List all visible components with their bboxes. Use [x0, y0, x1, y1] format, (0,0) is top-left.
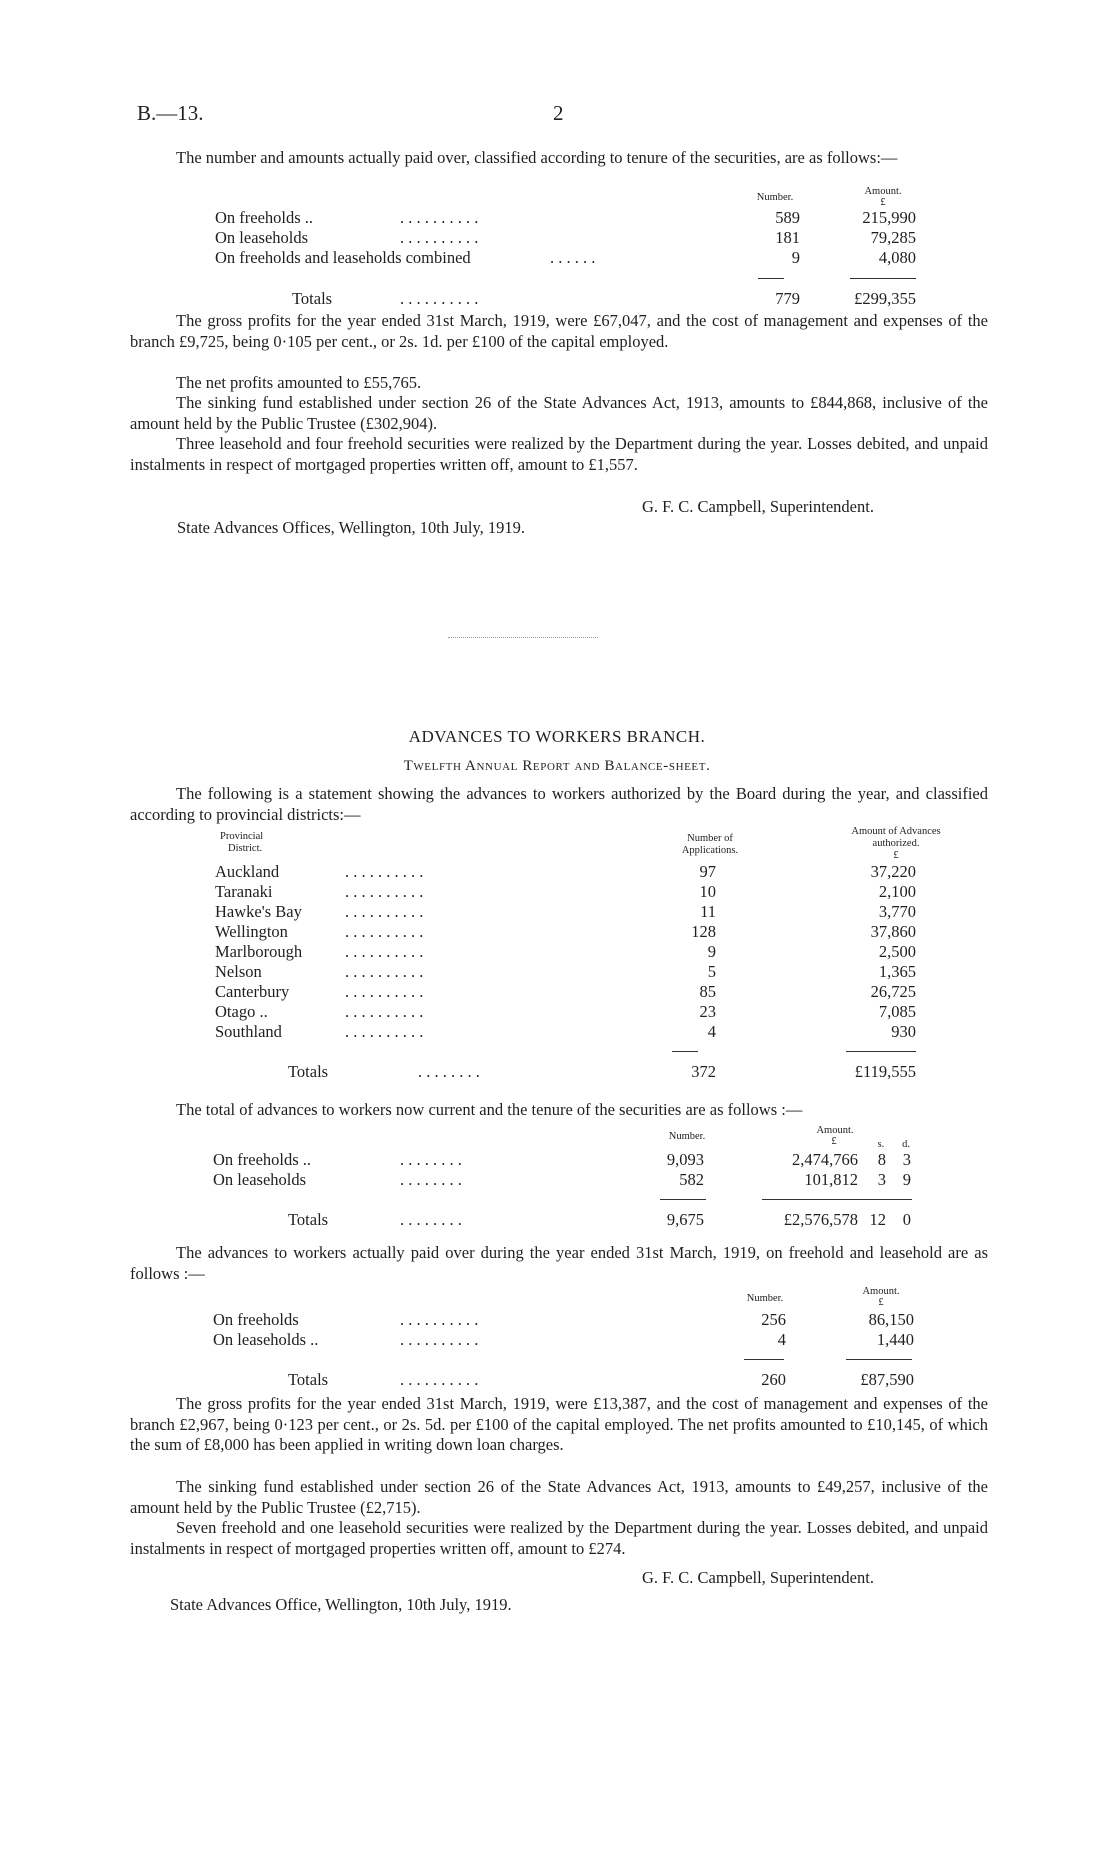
district-row — [0, 1022, 1114, 1042]
section-divider — [448, 637, 598, 638]
current-row-number: 582 — [679, 1170, 704, 1189]
section2-title: ADVANCES TO WORKERS BRANCH. — [408, 727, 706, 746]
s1-row-amount: 79,285 — [870, 228, 916, 247]
s1-row-dots: . . . . . . — [550, 248, 596, 267]
current-intro: The total of advances to workers now current and the tenure of the securities are as follows :— — [176, 1100, 803, 1119]
paid-row-number: 256 — [761, 1310, 786, 1329]
paid-row-dots: . . . . . . . . . . — [400, 1310, 479, 1329]
s2-col-district-1: Provincial — [220, 831, 264, 842]
s1-row-number: 181 — [775, 228, 800, 247]
s1-gross-profits: The gross profits for the year ended 31st March, 1919, were £67,047, and the cost of management and expenses of the branch £9,725, being 0·105 per cent., or 2s. 1d. per £100 of the capital employed. — [130, 311, 988, 351]
s1-row-dots: . . . . . . . . . . — [400, 208, 479, 227]
s1-number-rule — [758, 278, 784, 279]
current-number-rule — [660, 1199, 706, 1200]
districts-totals-applications: 372 — [691, 1062, 716, 1081]
s2-apps-rule — [672, 1051, 698, 1052]
district-name: Southland — [215, 1022, 282, 1041]
district-row — [0, 922, 1114, 942]
district-applications: 128 — [691, 922, 716, 941]
current-unit-pounds: £ — [831, 1136, 837, 1147]
s2-gross-profits: The gross profits for the year ended 31st March, 1919, were £13,387, and the cost of management and expenses of the branch £2,967, being 0·123 per cent., or 2s. 5d. per £100 of the capital employed. The net profits amounted to £10,145, of which the sum of £8,000 has been applied in writing down loan charges. — [130, 1394, 988, 1454]
district-row — [0, 862, 1114, 882]
current-row-pence: 3 — [902, 1150, 911, 1169]
paid-intro: The advances to workers actually paid over during the year ended 31st March, 1919, on freehold and leasehold are as follows :— — [130, 1243, 988, 1283]
current-row — [0, 1170, 1114, 1190]
s1-totals-amount: £299,355 — [854, 289, 916, 308]
district-applications: 23 — [699, 1002, 716, 1021]
district-name: Canterbury — [215, 982, 290, 1001]
section2-subtitle: Twelfth Annual Report and Balance-sheet. — [403, 758, 711, 774]
district-applications: 10 — [699, 882, 716, 901]
current-totals-label: Totals — [288, 1210, 329, 1229]
s2-signature: G. F. C. Campbell, Superintendent. — [642, 1568, 874, 1587]
s1-sinking-fund: The sinking fund established under section 26 of the State Advances Act, 1913, amounts to £844,868, inclusive of the amount held by the Public Trustee (£302,904). — [130, 393, 988, 433]
current-row-shillings: 3 — [877, 1170, 886, 1189]
paid-row-dots: . . . . . . . . . . — [400, 1330, 479, 1349]
paid-row-label: On freeholds — [213, 1310, 299, 1329]
s1-securities-realized: Three leasehold and four freehold securities were realized by the Department during the year. Losses debited, and unpaid instalments in respect of mortgaged properties written off, amount to £1,557. — [130, 434, 988, 474]
district-name: Wellington — [215, 922, 288, 941]
s1-totals-number: 779 — [775, 289, 800, 308]
district-row — [0, 882, 1114, 902]
paid-totals-number: 260 — [761, 1370, 786, 1389]
s1-row-number: 9 — [791, 248, 800, 267]
current-col-amount: Amount. — [816, 1125, 854, 1136]
district-amount: 1,365 — [878, 962, 916, 981]
s1-amount-rule — [850, 278, 916, 279]
paid-totals-dots: . . . . . . . . . . — [400, 1370, 479, 1389]
s1-totals-row — [0, 289, 1114, 309]
current-totals-row — [0, 1210, 1114, 1230]
s1-table-row — [0, 248, 1114, 268]
current-row-number: 9,093 — [666, 1150, 704, 1169]
district-amount: 26,725 — [870, 982, 916, 1001]
district-amount: 7,085 — [878, 1002, 916, 1021]
paid-totals-amount: £87,590 — [860, 1370, 914, 1389]
paid-totals-label: Totals — [288, 1370, 329, 1389]
district-dots: . . . . . . . . . . — [345, 1022, 424, 1041]
district-applications: 97 — [699, 862, 716, 881]
district-name: Marlborough — [215, 942, 303, 961]
districts-totals-dots: . . . . . . . . — [418, 1062, 480, 1081]
section2-intro: The following is a statement showing the advances to workers authorized by the Board during the year, and classified according to provincial districts:— — [130, 784, 988, 824]
paid-number-rule — [744, 1359, 784, 1360]
district-amount: 37,860 — [870, 922, 916, 941]
district-dots: . . . . . . . . . . — [345, 942, 424, 961]
section1-intro: The number and amounts actually paid over, classified according to tenure of the securities, are as follows:— — [176, 148, 898, 167]
current-row-dots: . . . . . . . . — [400, 1150, 462, 1169]
s2-col-district-2: District. — [228, 843, 263, 854]
paid-totals-row — [0, 1370, 1114, 1390]
current-totals-pence: 0 — [902, 1210, 911, 1229]
s1-row-label: On freeholds and leaseholds combined — [215, 248, 471, 267]
s1-row-amount: 215,990 — [862, 208, 916, 227]
district-dots: . . . . . . . . . . — [345, 862, 424, 881]
paid-row-label: On leaseholds .. — [213, 1330, 319, 1349]
paid-row-amount: 86,150 — [868, 1310, 914, 1329]
district-dots: . . . . . . . . . . — [345, 982, 424, 1001]
current-row-dots: . . . . . . . . — [400, 1170, 462, 1189]
s2-col-adv-1: Amount of Advances — [851, 826, 941, 837]
district-dots: . . . . . . . . . . — [345, 902, 424, 921]
paid-row — [0, 1330, 1114, 1350]
district-row — [0, 902, 1114, 922]
district-amount: 37,220 — [870, 862, 916, 881]
district-applications: 9 — [707, 942, 716, 961]
district-applications: 85 — [699, 982, 716, 1001]
current-totals-number: 9,675 — [666, 1210, 704, 1229]
current-row-pence: 9 — [902, 1170, 911, 1189]
current-col-number: Number. — [668, 1131, 706, 1142]
s1-row-dots: . . . . . . . . . . — [400, 228, 479, 247]
districts-totals-label: Totals — [288, 1062, 329, 1081]
current-amount-rule — [762, 1199, 912, 1200]
current-totals-dots: . . . . . . . . — [400, 1210, 462, 1229]
current-row-shillings: 8 — [877, 1150, 886, 1169]
district-row — [0, 982, 1114, 1002]
current-unit-pence: d. — [902, 1139, 910, 1150]
current-unit-shillings: s. — [877, 1139, 885, 1150]
district-name: Otago .. — [215, 1002, 268, 1021]
s2-col-apps-2: Applications. — [681, 845, 739, 856]
district-dots: . . . . . . . . . . — [345, 922, 424, 941]
s1-row-amount: 4,080 — [878, 248, 916, 267]
s1-col-number: Number. — [756, 192, 794, 203]
page-number: 2 — [553, 101, 564, 125]
district-applications: 5 — [707, 962, 716, 981]
district-name: Auckland — [215, 862, 280, 881]
paid-col-unit: £ — [878, 1297, 884, 1308]
district-dots: . . . . . . . . . . — [345, 962, 424, 981]
district-amount: 2,100 — [878, 882, 916, 901]
current-totals-pounds: £2,576,578 — [783, 1210, 858, 1229]
s1-totals-dots: . . . . . . . . . . — [400, 289, 479, 308]
district-name: Nelson — [215, 962, 262, 981]
current-row-pounds: 101,812 — [804, 1170, 858, 1189]
district-amount: 930 — [891, 1022, 916, 1041]
s2-col-adv-2: authorized. — [872, 838, 920, 849]
s1-signature: G. F. C. Campbell, Superintendent. — [642, 497, 874, 516]
s1-col-amount-unit: £ — [880, 197, 886, 208]
district-applications: 11 — [700, 902, 716, 921]
district-applications: 4 — [707, 1022, 716, 1041]
s1-col-amount: Amount. — [864, 186, 902, 197]
paid-col-amount: Amount. — [862, 1286, 900, 1297]
district-dots: . . . . . . . . . . — [345, 1002, 424, 1021]
s1-table-row — [0, 228, 1114, 248]
s1-row-number: 589 — [775, 208, 800, 227]
current-row-label: On freeholds .. — [213, 1150, 312, 1169]
s1-place-date: State Advances Offices, Wellington, 10th July, 1919. — [177, 518, 526, 537]
district-name: Taranaki — [215, 882, 273, 901]
current-totals-shillings: 12 — [869, 1210, 886, 1229]
paid-amount-rule — [846, 1359, 912, 1360]
s1-totals-label: Totals — [292, 289, 333, 308]
current-row-label: On leaseholds — [213, 1170, 307, 1189]
district-row — [0, 942, 1114, 962]
s2-col-adv-unit: £ — [893, 850, 899, 861]
current-row — [0, 1150, 1114, 1170]
s2-sinking-fund: The sinking fund established under section 26 of the State Advances Act, 1913, amounts to £49,257, inclusive of the amount held by the Public Trustee (£2,715). — [130, 1477, 988, 1517]
districts-totals-row — [0, 1062, 1114, 1082]
report-reference: B.—13. — [137, 101, 204, 125]
paid-row — [0, 1310, 1114, 1330]
s2-amount-rule — [846, 1051, 916, 1052]
s2-place-date: State Advances Office, Wellington, 10th July, 1919. — [170, 1595, 512, 1614]
s1-net-profits: The net profits amounted to £55,765. — [176, 373, 422, 392]
district-row — [0, 962, 1114, 982]
s2-securities-realized: Seven freehold and one leasehold securities were realized by the Department during the year. Losses debited, and unpaid instalments in respect of mortgaged properties written off, amount to £274. — [130, 1518, 988, 1558]
current-row-pounds: 2,474,766 — [792, 1150, 858, 1169]
paid-row-amount: 1,440 — [876, 1330, 914, 1349]
district-name: Hawke's Bay — [215, 902, 302, 921]
paid-row-number: 4 — [777, 1330, 786, 1349]
paid-col-number: Number. — [746, 1293, 784, 1304]
s1-table-row — [0, 208, 1114, 228]
district-amount: 2,500 — [878, 942, 916, 961]
s1-row-label: On leaseholds — [215, 228, 309, 247]
districts-totals-amount: £119,555 — [854, 1062, 916, 1081]
s1-row-label: On freeholds .. — [215, 208, 314, 227]
district-row — [0, 1002, 1114, 1022]
district-amount: 3,770 — [878, 902, 916, 921]
s2-col-apps-1: Number of — [687, 833, 733, 844]
district-dots: . . . . . . . . . . — [345, 882, 424, 901]
